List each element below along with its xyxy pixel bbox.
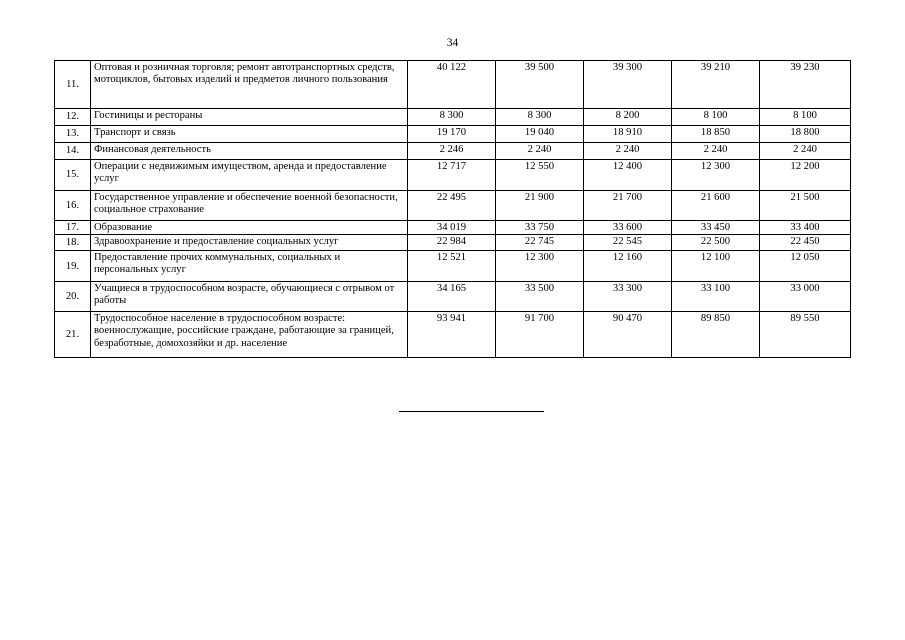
value-cell: 12 160 — [584, 251, 672, 282]
table-row — [55, 109, 851, 126]
value-cell: 22 495 — [408, 191, 496, 221]
value-cell: 12 400 — [584, 160, 672, 191]
row-label: Гостиницы и рестораны — [91, 109, 408, 126]
row-label: Образование — [91, 221, 408, 235]
value-cell: 33 500 — [496, 282, 584, 312]
value-cell: 22 745 — [496, 235, 584, 251]
value-cell: 18 910 — [584, 126, 672, 143]
row-label: Государственное управление и обеспечение военной безопасности, социальное страхование — [91, 191, 408, 221]
value-cell: 90 470 — [584, 312, 672, 358]
row-label: Здравоохранение и предоставление социальных услуг — [91, 235, 408, 251]
value-cell: 19 170 — [408, 126, 496, 143]
value-cell: 33 100 — [672, 282, 760, 312]
row-number: 16. — [55, 191, 91, 221]
row-number: 17. — [55, 221, 91, 235]
table-row — [55, 191, 851, 221]
page-number: 34 — [446, 37, 459, 49]
value-cell: 12 200 — [760, 160, 851, 191]
value-cell: 8 300 — [496, 109, 584, 126]
value-cell: 21 500 — [760, 191, 851, 221]
value-cell: 39 210 — [672, 61, 760, 109]
value-cell: 22 545 — [584, 235, 672, 251]
value-cell: 8 100 — [760, 109, 851, 126]
value-cell: 39 500 — [496, 61, 584, 109]
table-row — [55, 235, 851, 251]
value-cell: 34 165 — [408, 282, 496, 312]
row-number: 18. — [55, 235, 91, 251]
value-cell: 91 700 — [496, 312, 584, 358]
value-cell: 33 750 — [496, 221, 584, 235]
row-number: 11. — [55, 61, 91, 109]
row-label: Учащиеся в трудоспособном возрасте, обучающиеся с отрывом от работы — [91, 282, 408, 312]
value-cell: 12 050 — [760, 251, 851, 282]
value-cell: 2 240 — [760, 143, 851, 160]
value-cell: 33 600 — [584, 221, 672, 235]
value-cell: 8 300 — [408, 109, 496, 126]
value-cell: 33 300 — [584, 282, 672, 312]
value-cell: 12 300 — [496, 251, 584, 282]
row-number: 12. — [55, 109, 91, 126]
value-cell: 12 100 — [672, 251, 760, 282]
value-cell: 93 941 — [408, 312, 496, 358]
value-cell: 21 900 — [496, 191, 584, 221]
value-cell: 39 230 — [760, 61, 851, 109]
row-label: Операции с недвижимым имуществом, аренда и предоставление услуг — [91, 160, 408, 191]
value-cell: 2 240 — [584, 143, 672, 160]
row-label: Трудоспособное население в трудоспособном возрасте: военнослужащие, российские граждане, работающие за границей, безработные, домохозяйки и др. население — [91, 312, 408, 358]
table-row — [55, 312, 851, 358]
row-number: 14. — [55, 143, 91, 160]
value-cell: 12 521 — [408, 251, 496, 282]
value-cell: 21 600 — [672, 191, 760, 221]
row-label: Финансовая деятельность — [91, 143, 408, 160]
row-number: 13. — [55, 126, 91, 143]
value-cell: 89 850 — [672, 312, 760, 358]
value-cell: 89 550 — [760, 312, 851, 358]
value-cell: 34 019 — [408, 221, 496, 235]
value-cell: 22 500 — [672, 235, 760, 251]
row-label: Оптовая и розничная торговля; ремонт автотранспортных средств, мотоциклов, бытовых изделий и предметов личного пользования — [91, 61, 408, 109]
row-number: 20. — [55, 282, 91, 312]
value-cell: 22 450 — [760, 235, 851, 251]
value-cell: 39 300 — [584, 61, 672, 109]
value-cell: 19 040 — [496, 126, 584, 143]
table-row — [55, 143, 851, 160]
value-cell: 40 122 — [408, 61, 496, 109]
statistics-table — [54, 60, 851, 358]
table-row — [55, 61, 851, 109]
value-cell: 2 240 — [496, 143, 584, 160]
row-label: Предоставление прочих коммунальных, социальных и персональных услуг — [91, 251, 408, 282]
footnote-separator — [399, 411, 544, 412]
value-cell: 18 800 — [760, 126, 851, 143]
row-label: Транспорт и связь — [91, 126, 408, 143]
value-cell: 8 100 — [672, 109, 760, 126]
table-row — [55, 251, 851, 282]
table-row — [55, 126, 851, 143]
value-cell: 33 400 — [760, 221, 851, 235]
row-number: 21. — [55, 312, 91, 358]
value-cell: 22 984 — [408, 235, 496, 251]
value-cell: 12 550 — [496, 160, 584, 191]
value-cell: 12 717 — [408, 160, 496, 191]
table-row — [55, 160, 851, 191]
row-number: 15. — [55, 160, 91, 191]
value-cell: 33 450 — [672, 221, 760, 235]
value-cell: 2 246 — [408, 143, 496, 160]
value-cell: 21 700 — [584, 191, 672, 221]
table-row — [55, 221, 851, 235]
row-number: 19. — [55, 251, 91, 282]
value-cell: 33 000 — [760, 282, 851, 312]
table-row — [55, 282, 851, 312]
value-cell: 8 200 — [584, 109, 672, 126]
value-cell: 18 850 — [672, 126, 760, 143]
value-cell: 2 240 — [672, 143, 760, 160]
value-cell: 12 300 — [672, 160, 760, 191]
